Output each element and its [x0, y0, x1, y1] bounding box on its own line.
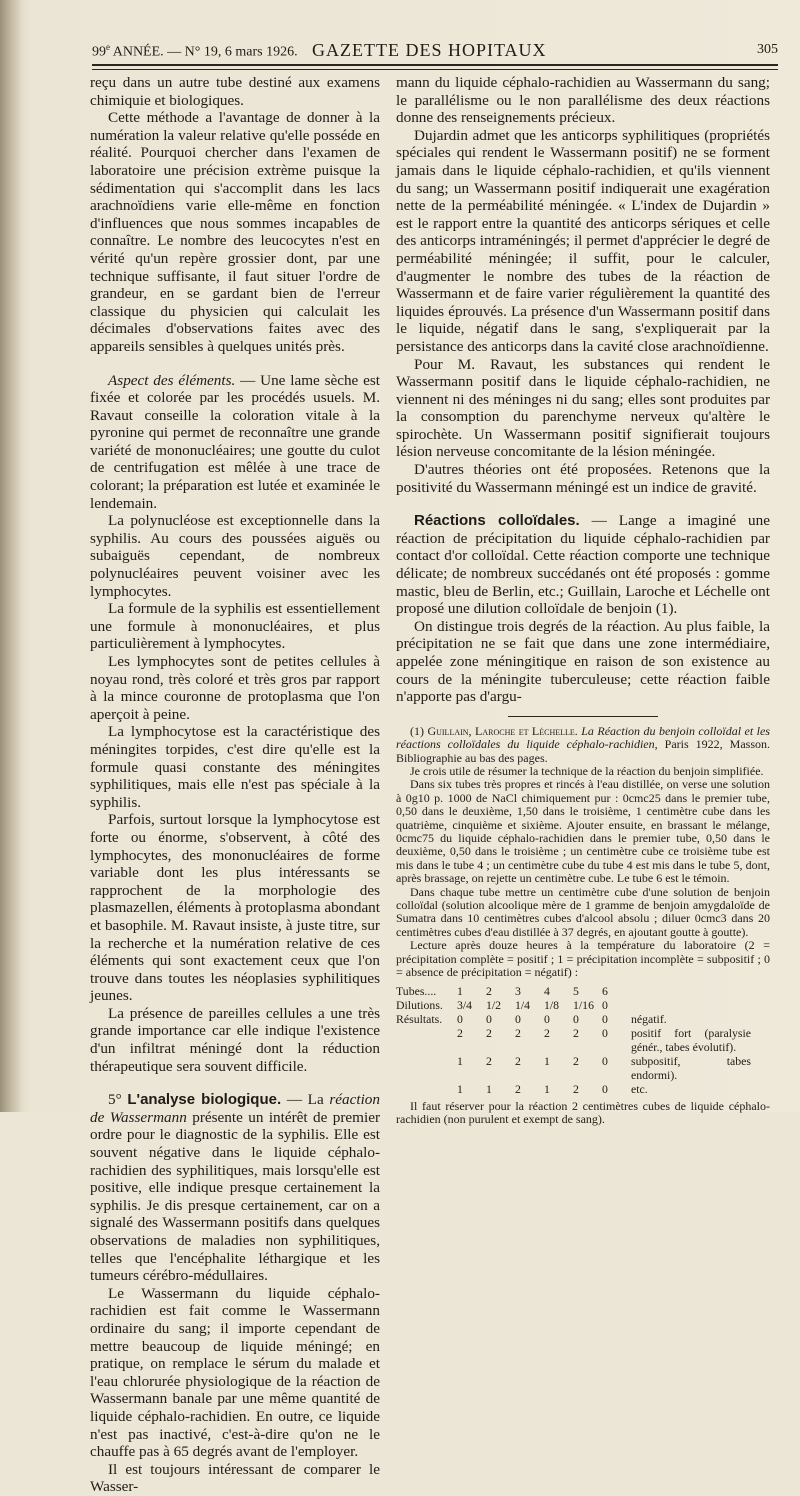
table-cell: 2	[486, 983, 492, 998]
table-cell: 2	[457, 1025, 463, 1040]
footnote-paragraph: Je crois utile de résumer la technique de la réaction du benjoin simplifiée.	[410, 764, 764, 778]
table-row	[396, 984, 756, 998]
result-label: positif fort (paralysie génér., tabes évolutif).	[631, 1025, 751, 1054]
footnote-reference	[396, 725, 770, 765]
table-cell: 1	[457, 983, 463, 998]
row-label	[396, 1054, 457, 1082]
table-cell: 3/4	[457, 997, 473, 1012]
table-cell	[631, 984, 756, 998]
row-label: Dilutions.	[396, 997, 443, 1012]
section-number: 5°	[108, 1091, 128, 1109]
table-row	[396, 1026, 756, 1054]
table-row	[396, 998, 756, 1012]
header-rule-thin	[92, 69, 778, 70]
table-cell: 3	[515, 983, 521, 998]
result-label: etc.	[631, 1081, 648, 1096]
page-number: 305	[757, 42, 778, 57]
section-heading: Aspect des éléments.	[108, 371, 236, 389]
left-column	[90, 74, 380, 1496]
section-text: — La	[281, 1091, 330, 1109]
footnote	[396, 725, 770, 1127]
paragraph: Pour M. Ravaut, les substances qui rendent le Wassermann positif dans le liquide céphalo-rachidien, ne viennent ni des méninges ni du sang; elles sont produites par la consomption du parenchyme nerveux qu'altère le spirochète. Un Wassermann positif signifierait toujours lésion nerveuse concomitante de la lésion méningée.	[396, 355, 770, 461]
table-cell: 1/16	[573, 997, 594, 1012]
section-heading: L'analyse biologique.	[127, 1091, 282, 1109]
table-cell: 1	[544, 1053, 550, 1068]
table-cell: 5	[573, 983, 579, 998]
footnote-rule	[508, 716, 658, 717]
table-cell: 0	[573, 1011, 579, 1026]
paragraph: reçu dans un autre tube destiné aux examens chimiquie et biologiques.	[90, 74, 380, 109]
table-cell: 2	[573, 1025, 579, 1040]
section-colloidales	[396, 512, 770, 618]
table-cell: 2	[573, 1053, 579, 1068]
paragraph: La présence de pareilles cellules a une très grande importance car elle indique l'existence d'un infiltrat méningé dont la réduction thérapeutique sera souvent difficile.	[90, 1004, 380, 1075]
paragraph: La polynucléose est exceptionnelle dans la syphilis. Au cours des poussées aiguës ou subaiguës cependant, de nombreux polynucléaires peuvent voisiner avec les lymphocytes.	[90, 512, 380, 600]
paragraph: mann du liquide céphalo-rachidien au Wassermann du sang; le parallélisme ou le non parallélisme des deux réactions donne des renseignements précieux.	[396, 74, 770, 127]
row-label	[396, 1026, 457, 1054]
footnote-paragraph: Il faut réserver pour la réaction 2 centimètres cubes de liquide céphalo-rachidien (non purulent et exempt de sang).	[396, 1098, 770, 1126]
table-cell: 0	[515, 1011, 521, 1026]
issue-date: ANNÉE. — N° 19, 6 mars 1926.	[110, 44, 298, 60]
footnote-paragraph: Lecture après douze heures à la température du laboratoire (2 = précipitation complète = positif ; 1 = précipitation incomplète = subpositif ; 0 = absence de précipitation = négatif) :	[396, 938, 770, 980]
section-italic: réaction de Wassermann	[90, 1091, 380, 1126]
row-label: Résultats.	[396, 1011, 443, 1026]
table-cell: 2	[515, 1081, 521, 1096]
paragraph: D'autres théories ont été proposées. Retenons que la positivité du Wassermann méningé est un indice de gravité.	[396, 461, 770, 496]
footnote-paragraph: Dans chaque tube mettre un centimètre cube d'une solution de benjoin colloïdal (solution alcoolique mère de 1 gramme de benjoin amygdaloïde de Sumatra dans 10 centimètres cubes d'alcool absolu ; diluer 0cmc3 dans 20 centimètres cubes d'eau distillée à 37 degrés, en ajoutant goutte à goutte).	[396, 884, 770, 939]
paragraph: Il est toujours intéressant de comparer le Wasser-	[90, 1460, 380, 1496]
issue-info	[92, 42, 298, 61]
issue-suffix: e	[106, 42, 110, 52]
table-cell: 6	[602, 983, 608, 998]
result-label: négatif.	[631, 1011, 667, 1026]
table-cell: 2	[573, 1081, 579, 1096]
issue-number: 99	[92, 44, 106, 60]
table-cell: 0	[486, 1011, 492, 1026]
footnote-paragraph: Dans six tubes très propres et rincés à l'eau distillée, on verse une solution à 0g10 p. 1000 de NaCl chimiquement pur : 0cmc25 dans le premier tube, 0,50 dans le deuxième, 1,50 dans le troisième, 1 centimètre cube dans les quatrième, cinquième et sixième. Ajouter ensuite, en brassant le mélange, 0cmc75 du liquide céphalo-rachidien dans le premier tube, 0,50 dans le deuxième, 0,50 dans le troisième ; un centimètre cube ce troisième tube est mis dans le tube 4 ; un centimètre cube du tube 4 est mis dans le tube 5, dont, après brassage, on rejette un centimètre cube. Le tube 6 est le témoin.	[396, 777, 770, 886]
table-cell: 0	[602, 1053, 608, 1068]
header-rule-thick	[92, 64, 778, 66]
page-binding-shadow	[0, 0, 22, 1112]
section-heading: Réactions colloïdales.	[414, 512, 580, 530]
table-cell: 2	[515, 1053, 521, 1068]
table-cell: 1	[457, 1081, 463, 1096]
paragraph: La formule de la syphilis est essentiellement une formule à mononucléaires, et plus particulièrement à lymphocytes.	[90, 600, 380, 653]
table-row	[396, 1012, 756, 1026]
table-cell: 2	[486, 1053, 492, 1068]
table-cell: 2	[486, 1025, 492, 1040]
table-row	[396, 1054, 756, 1082]
table-cell: 1/4	[515, 997, 531, 1012]
section-aspect	[90, 372, 380, 513]
table-cell: 0	[602, 997, 608, 1012]
right-column	[396, 74, 770, 1126]
section-analyse	[90, 1091, 380, 1285]
table-cell: 1	[457, 1053, 463, 1068]
table-cell: 0	[544, 1011, 550, 1026]
table-cell: 1/8	[544, 997, 560, 1012]
table-cell: 2	[515, 1025, 521, 1040]
paragraph: Le Wassermann du liquide céphalo-rachidien est fait comme le Wassermann ordinaire du sang; il importe cependant de mettre beaucoup de liquide méningé; en pratique, on remplace le sérum du malade et l'eau chlorurée physiologique de la réaction de Wassermann banale par une même quantité de liquide céphalo-rachidien. En outre, ce liquide n'est pas inactivé, c'est-à-dire qu'on ne le chauffe pas à 65 degrés avant de l'employer.	[90, 1284, 380, 1461]
table-cell	[631, 998, 756, 1012]
table-cell: 0	[602, 1081, 608, 1096]
paragraph: La lymphocytose est la caractéristique des méningites torpides, c'est dire qu'elle est la formule quasi constante des méningites syphilitiques, mais elle n'est pas spéciale à la syphilis.	[90, 723, 380, 811]
section-text: — Une lame sèche est fixée et colorée par les procédés usuels. M. Ravaut conseille la coloration vitale à la pyronine qui permet de reconnaître une grande variété de mononucléaires; une goutte du culot de centrifugation est mêlée à une trace de colorant; la préparation est lutée et examinée le lendemain.	[90, 371, 380, 512]
table-cell: 2	[544, 1025, 550, 1040]
result-label: subpositif, tabes endormi).	[631, 1053, 751, 1082]
paragraph: Dujardin admet que les anticorps syphilitiques (propriétés spéciales qui rendent le Wassermann positif) ne se forment jamais dans le liquide céphalo-rachidien, et qu'ils viennent du sang; un Wassermann positif indiquerait une exagération nette de la perméabilité méningée. « L'index de Dujardin » est le rapport entre la quantité des anticorps sériques et celle des anticorps intraméningés; il permet d'apprécier le degré de perméabilité méningée; il suffit, pour le calculer, d'augmenter le nombre des tubes de la réaction de Wassermann et de faire varier régulièrement la quantité des liquides éprouvés. La présence d'un Wassermann positif dans le liquide, négatif dans le sang, s'expliquerait par la persistance des anticorps dans la cavité close arachnoïdienne.	[396, 126, 770, 355]
table-cell: 4	[544, 983, 550, 998]
journal-title: GAZETTE DES HOPITAUX	[312, 40, 547, 60]
footnote-authors: Guillain, Laroche et Léchelle.	[427, 723, 578, 738]
table-cell: 0	[457, 1011, 463, 1026]
table-cell: 0	[602, 1011, 608, 1026]
paragraph: Les lymphocytes sont de petites cellules à noyau rond, très coloré et très gros par rapport à la mince couronne de protoplasma que l'on aperçoit à peine.	[90, 653, 380, 723]
section-text: — Lange a imaginé une réaction de précipitation du liquide céphalo-rachidien par contact d'or colloïdal. Cette réaction comporte une technique délicate; de nombreux succédanés ont été proposés : gomme mastic, bleu de Berlin, etc.; Guillain, Laroche et Léchelle ont proposé une dilution colloïdale de benjoin (1).	[396, 512, 770, 618]
table-cell: 1	[544, 1081, 550, 1096]
table-cell: 0	[602, 1025, 608, 1040]
footnote-publisher: Paris 1922, Masson. Bibliographie au bas des pages.	[396, 737, 770, 765]
paragraph: Cette méthode a l'avantage de donner à la numération la valeur relative qu'elle posséde en réalité. Pourquoi chercher dans l'examen de laboratoire une précision extrème puisque la sédimentation qui s'accomplit dans les lacs arachnoïdiens varie elle-même en fonction d'influences que nous sommes incapables de connaître. Le nombre des leucocytes n'est en vérité qu'un repère grossier dont, par une technique suffisante, il faut situer l'ordre de grandeur, en se gardant bien de l'erreur classique du physicien qui calculait les décimales d'observations faites avec des appareils sensibles à quelques unités près.	[90, 109, 380, 355]
paragraph: On distingue trois degrés de la réaction. Au plus faible, la précipitation ne se fait que dans une zone intermédiaire, appelée zone méningitique en raison de son existence au cours de la méningite tuberculeuse; cette réaction faible n'apporte pas d'argu-	[396, 617, 770, 706]
table-cell: 1	[486, 1081, 492, 1096]
footnote-title: La Réaction du benjoin colloïdal et les réactions colloïdales du liquide céphalo-rachidien,	[396, 723, 770, 752]
results-table	[396, 984, 756, 1096]
row-label: Tubes....	[396, 983, 437, 998]
section-text: présente un intérêt de premier ordre pour le diagnostic de la syphilis. Elle est souvent négative dans le liquide céphalo-rachidien des syphilitiques, mais lorsqu'elle est positive, elle indique presque certainement la syphilis. Je dis presque certainement, car on a signalé des Wassermann positifs dans quelques observations de maladies non syphilitiques, telles que l'encéphalite léthargique et les tumeurs cérébro-médullaires.	[90, 1108, 381, 1285]
table-row	[396, 1082, 756, 1096]
table-cell: 1/2	[486, 997, 502, 1012]
running-header	[92, 38, 778, 62]
footnote-marker: (1)	[410, 723, 428, 738]
row-label	[396, 1082, 457, 1096]
paragraph: Parfois, surtout lorsque la lymphocytose est forte ou énorme, s'observent, à côté des lymphocytes, des mononucléaires de forme variable dont les plus intéressants se rapprochent de la morphologie des plasmazellen, éléments à protoplasma abondant et basophile. M. Ravaut insiste, à juste titre, sur la recherche et la numération relative de ces éléments qui sont exactement ceux que l'on trouve dans toutes les néoplasies syphilitiques jeunes.	[90, 811, 380, 1005]
